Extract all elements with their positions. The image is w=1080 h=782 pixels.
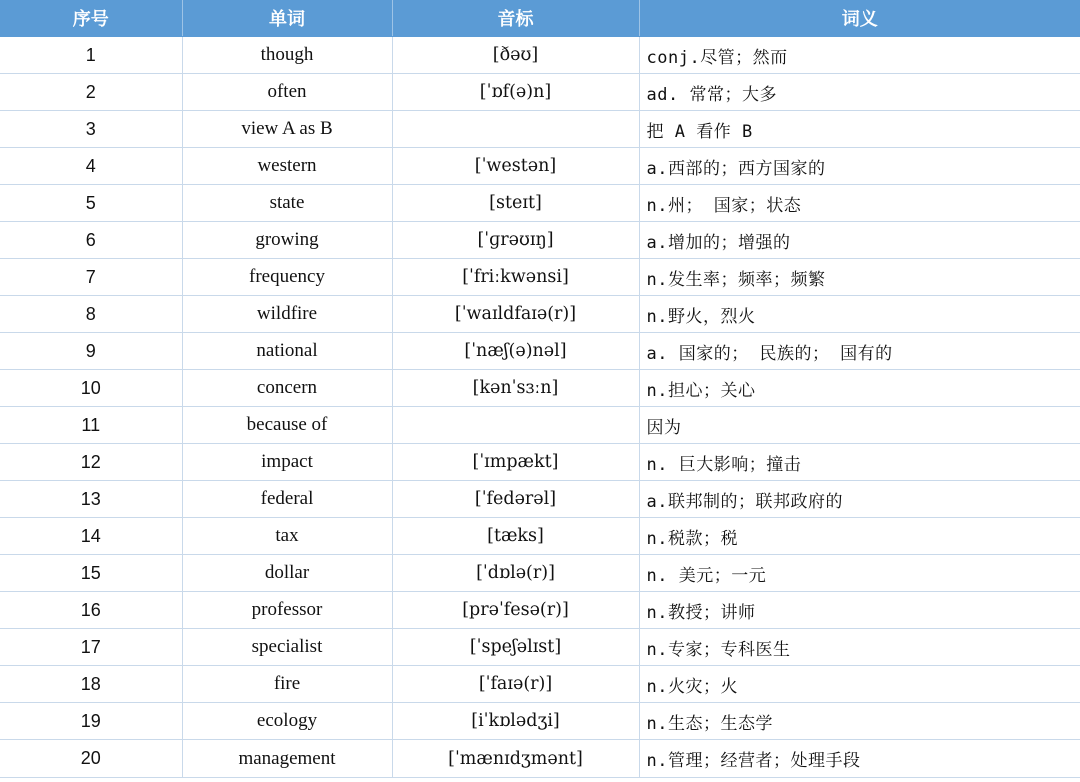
meaning-cell: n.野火，烈火 xyxy=(639,296,1080,333)
phonetic-cell: [ˈmænɪdʒmənt] xyxy=(392,740,639,778)
meaning-cell: n.管理；经营者；处理手段 xyxy=(639,740,1080,778)
meaning-cell: n.担心；关心 xyxy=(639,370,1080,407)
header-number: 序号 xyxy=(0,0,182,37)
row-number-cell: 18 xyxy=(0,666,182,703)
table-row xyxy=(0,111,1080,148)
row-number-cell: 10 xyxy=(0,370,182,407)
row-number-cell: 1 xyxy=(0,37,182,74)
table-row xyxy=(0,407,1080,444)
meaning-cell: n.火灾；火 xyxy=(639,666,1080,703)
word-cell: tax xyxy=(182,518,392,555)
meaning-cell: n.专家；专科医生 xyxy=(639,629,1080,666)
phonetic-cell: [iˈkɒlədʒi] xyxy=(392,703,639,740)
row-number-cell: 20 xyxy=(0,740,182,778)
row-number-cell: 12 xyxy=(0,444,182,481)
table-row xyxy=(0,74,1080,111)
phonetic-cell: [ˈfriːkwənsi] xyxy=(392,259,639,296)
phonetic-cell: [ˈɒf(ə)n] xyxy=(392,74,639,111)
phonetic-cell: [ˈwestən] xyxy=(392,148,639,185)
header-row xyxy=(0,0,1080,37)
phonetic-cell: [ˈspeʃəlɪst] xyxy=(392,629,639,666)
phonetic-cell: [prəˈfesə(r)] xyxy=(392,592,639,629)
word-cell: fire xyxy=(182,666,392,703)
phonetic-cell: [ˈfedərəl] xyxy=(392,481,639,518)
meaning-cell: n. 美元；一元 xyxy=(639,555,1080,592)
table-row xyxy=(0,185,1080,222)
row-number-cell: 2 xyxy=(0,74,182,111)
row-number-cell: 7 xyxy=(0,259,182,296)
table-row xyxy=(0,518,1080,555)
word-cell: state xyxy=(182,185,392,222)
header-meaning: 词义 xyxy=(639,0,1080,37)
meaning-cell: a.增加的；增强的 xyxy=(639,222,1080,259)
row-number-cell: 5 xyxy=(0,185,182,222)
row-number-cell: 15 xyxy=(0,555,182,592)
word-cell: ecology xyxy=(182,703,392,740)
row-number-cell: 17 xyxy=(0,629,182,666)
header-phonetic: 音标 xyxy=(392,0,639,37)
row-number-cell: 8 xyxy=(0,296,182,333)
table-row xyxy=(0,259,1080,296)
phonetic-cell: [tæks] xyxy=(392,518,639,555)
word-cell: growing xyxy=(182,222,392,259)
table-header xyxy=(0,0,1080,37)
phonetic-cell xyxy=(392,407,639,444)
meaning-cell: n.税款；税 xyxy=(639,518,1080,555)
meaning-cell: n.教授；讲师 xyxy=(639,592,1080,629)
meaning-cell: a.联邦制的；联邦政府的 xyxy=(639,481,1080,518)
word-cell: dollar xyxy=(182,555,392,592)
phonetic-cell xyxy=(392,111,639,148)
table-body xyxy=(0,37,1080,778)
phonetic-cell: [ˈnæʃ(ə)nəl] xyxy=(392,333,639,370)
word-cell: because of xyxy=(182,407,392,444)
table-row xyxy=(0,592,1080,629)
word-cell: federal xyxy=(182,481,392,518)
header-word: 单词 xyxy=(182,0,392,37)
word-cell: concern xyxy=(182,370,392,407)
table-row xyxy=(0,370,1080,407)
phonetic-cell: [ðəʊ] xyxy=(392,37,639,74)
table-row xyxy=(0,333,1080,370)
phonetic-cell: [ˈɪmpækt] xyxy=(392,444,639,481)
meaning-cell: 把 A 看作 B xyxy=(639,111,1080,148)
meaning-cell: 因为 xyxy=(639,407,1080,444)
word-cell: professor xyxy=(182,592,392,629)
row-number-cell: 14 xyxy=(0,518,182,555)
meaning-cell: a. 国家的； 民族的； 国有的 xyxy=(639,333,1080,370)
word-cell: wildfire xyxy=(182,296,392,333)
phonetic-cell: [ˈwaɪldfaɪə(r)] xyxy=(392,296,639,333)
table-row xyxy=(0,703,1080,740)
word-cell: often xyxy=(182,74,392,111)
word-cell: though xyxy=(182,37,392,74)
table-row xyxy=(0,555,1080,592)
phonetic-cell: [ˈfaɪə(r)] xyxy=(392,666,639,703)
word-cell: view A as B xyxy=(182,111,392,148)
table-row xyxy=(0,37,1080,74)
word-cell: impact xyxy=(182,444,392,481)
table-row xyxy=(0,629,1080,666)
phonetic-cell: [steɪt] xyxy=(392,185,639,222)
table-row xyxy=(0,481,1080,518)
phonetic-cell: [ˈdɒlə(r)] xyxy=(392,555,639,592)
meaning-cell: n.发生率；频率；频繁 xyxy=(639,259,1080,296)
table-row xyxy=(0,666,1080,703)
meaning-cell: ad. 常常；大多 xyxy=(639,74,1080,111)
row-number-cell: 11 xyxy=(0,407,182,444)
word-cell: national xyxy=(182,333,392,370)
row-number-cell: 13 xyxy=(0,481,182,518)
row-number-cell: 19 xyxy=(0,703,182,740)
meaning-cell: a.西部的；西方国家的 xyxy=(639,148,1080,185)
table-row xyxy=(0,740,1080,778)
phonetic-cell: [kənˈsɜːn] xyxy=(392,370,639,407)
table-row xyxy=(0,296,1080,333)
meaning-cell: n. 巨大影响；撞击 xyxy=(639,444,1080,481)
table-row xyxy=(0,222,1080,259)
row-number-cell: 6 xyxy=(0,222,182,259)
meaning-cell: conj.尽管；然而 xyxy=(639,37,1080,74)
table-row xyxy=(0,148,1080,185)
word-cell: management xyxy=(182,740,392,778)
meaning-cell: n.州； 国家；状态 xyxy=(639,185,1080,222)
word-cell: western xyxy=(182,148,392,185)
row-number-cell: 16 xyxy=(0,592,182,629)
row-number-cell: 9 xyxy=(0,333,182,370)
row-number-cell: 3 xyxy=(0,111,182,148)
meaning-cell: n.生态；生态学 xyxy=(639,703,1080,740)
word-cell: frequency xyxy=(182,259,392,296)
word-cell: specialist xyxy=(182,629,392,666)
row-number-cell: 4 xyxy=(0,148,182,185)
phonetic-cell: [ˈɡrəʊɪŋ] xyxy=(392,222,639,259)
table-row xyxy=(0,444,1080,481)
